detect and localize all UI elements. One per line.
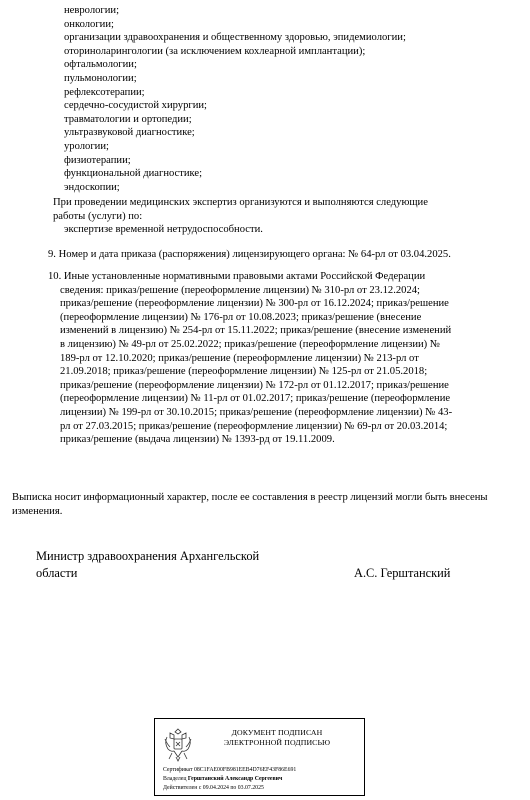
owner-value: Герштанский Александр Сергеевич	[187, 776, 283, 782]
item-10-line: (переоформление лицензии) № 11-рл от 01.02.2017; приказ/решение (переоформление	[60, 393, 451, 405]
stamp-owner-row	[163, 775, 296, 784]
specialty-list-item: неврологии;	[64, 5, 120, 16]
russian-coat-of-arms-icon	[161, 725, 195, 763]
item-10	[48, 270, 508, 447]
stamp-validity-row	[163, 784, 296, 793]
stamp-certificate-row	[163, 766, 296, 775]
item-10-line: приказ/решение (выдача лицензии) № 1393-рд от 19.11.2009.	[60, 434, 335, 446]
specialty-list-item: травматологии и ортопедии;	[64, 113, 192, 125]
stamp-details	[163, 766, 296, 793]
stamp-heading-line-2: ЭЛЕКТРОННОЙ ПОДПИСЬЮ	[223, 738, 331, 747]
expertise-subitem: экспертизе временной нетрудоспособности.	[64, 224, 263, 235]
specialty-list-item: организации здравоохранения и общественному здоровью, эпидемиологии;	[64, 32, 406, 44]
validity-label: Действителен с	[163, 785, 202, 791]
item-10-line: 21.09.2018; приказ/решение (переоформление лицензии) № 125-рл от 21.05.2018;	[60, 366, 428, 378]
signatory-title-line-2: области	[36, 565, 78, 580]
specialty-list-item: пульмонологии;	[64, 72, 137, 84]
specialty-list-item: рефлексотерапии;	[64, 86, 145, 98]
item-10-line: (переоформление лицензии) № 176-рл от 10.08.2023; приказ/решение (внесение	[60, 311, 422, 323]
item-10-line: сведения: приказ/решение (переоформление лицензии) № 310-рл от 23.12.2024;	[60, 284, 420, 296]
item-10-line: приказ/решение (переоформление лицензии) № 172-рл от 01.12.2017; приказ/решение	[60, 379, 449, 391]
validity-value: 09.04.2024 по 03.07.2025	[202, 785, 264, 791]
item-9	[48, 248, 508, 262]
item-10-number: 10.	[48, 271, 62, 282]
item-10-line: 189-рл от 12.10.2020; приказ/решение (переоформление лицензии) № 213-рл от	[60, 352, 419, 364]
specialty-list-item: сердечно-сосудистой хирургии;	[64, 100, 208, 112]
expertise-intro	[53, 196, 501, 223]
item-10-line: рл от 27.03.2015; приказ/решение (переоформление лицензии) № 69-рл от 20.03.2014;	[60, 420, 448, 432]
item-9-text: Номер и дата приказа (распоряжения) лицензирующего органа: № 64-рл от 03.04.2025.	[58, 249, 451, 260]
item-10-header	[48, 270, 508, 284]
electronic-signature-stamp	[154, 718, 365, 796]
specialty-list-item: урологии;	[64, 140, 109, 152]
signatory-title-line-1: Министр здравоохранения Архангельской	[36, 549, 260, 563]
stamp-heading	[197, 728, 357, 748]
signatory-name: А.С. Герштанский	[354, 566, 451, 580]
disclaimer-note: Выписка носит информационный характер, после ее составления в реестр лицензий могли быть внесены изменения.	[12, 492, 488, 518]
item-10-header-text: Иные установленные нормативными правовыми актами Российской Федерации	[63, 271, 426, 282]
specialty-list	[64, 4, 406, 194]
specialty-list-item: оториноларингологии (за исключением кохлеарной имплантации);	[64, 45, 366, 57]
item-10-body	[48, 284, 508, 447]
owner-label: Владелец	[163, 776, 187, 782]
item-9-number: 9.	[48, 249, 56, 260]
item-10-line: изменений в лицензию) № 254-рл от 15.11.2022; приказ/решение (внесение изменений	[60, 325, 452, 337]
certificate-label: Сертификат	[163, 767, 193, 773]
specialty-list-item: физиотерапии;	[64, 154, 131, 166]
specialty-list-item: эндоскопии;	[64, 181, 120, 193]
specialty-list-item: функциональной диагностике;	[64, 168, 203, 180]
specialty-list-item: офтальмологии;	[64, 59, 137, 71]
intro-line-1: При проведении медицинских экспертиз организуются и выполняются следующие	[53, 197, 428, 208]
intro-line-2: работы (услуги) по:	[53, 210, 143, 222]
certificate-value: 08C1FAE00FB981EEB4D76EF43F86E691	[193, 767, 297, 773]
signatory-title	[36, 548, 296, 581]
stamp-heading-line-1: ДОКУМЕНТ ПОДПИСАН	[231, 728, 323, 737]
item-10-line: лицензии) № 199-рл от 30.10.2015; приказ/решение (переоформление лицензии) № 43-	[60, 406, 453, 418]
specialty-list-item: ультразвуковой диагностике;	[64, 127, 195, 139]
specialty-list-item: онкологии;	[64, 18, 114, 30]
item-10-line: приказ/решение (переоформление лицензии) № 300-рл от 16.12.2024; приказ/решение	[60, 298, 449, 310]
item-10-line: в лицензию) № 49-рл от 25.02.2022; приказ/решение (переоформление лицензии) №	[60, 338, 440, 350]
